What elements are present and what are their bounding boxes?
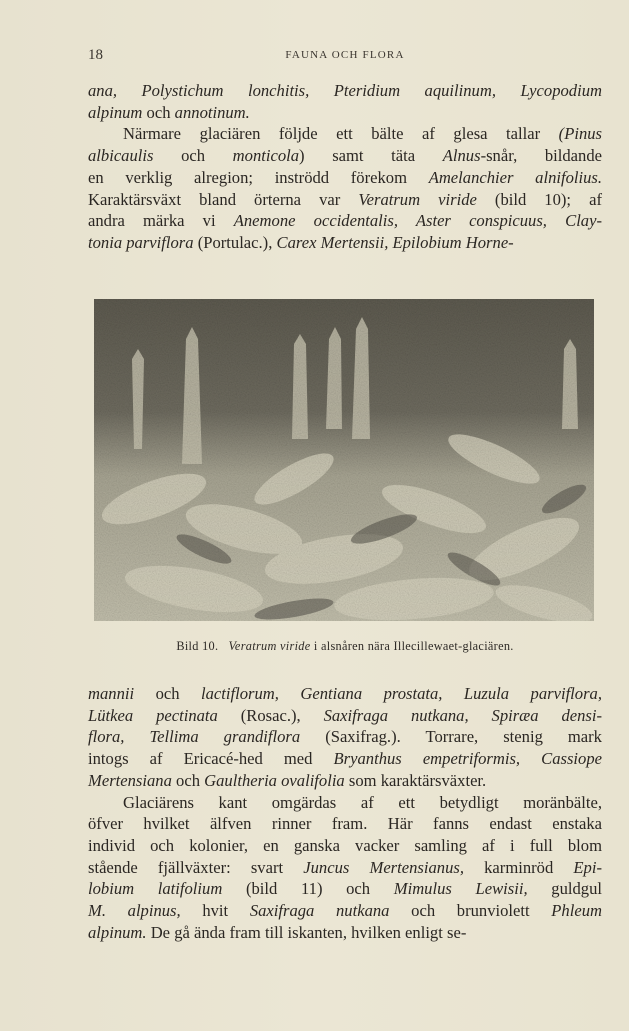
text-run: Glaciärens kant omgärdas af ett betydligt moränbälte, xyxy=(123,792,602,812)
text-line xyxy=(88,683,602,705)
italic-species-name: Epi- xyxy=(573,857,602,877)
italic-species-name: lactiflorum, Gentiana prostata, Luzula parviflora, xyxy=(201,684,602,703)
text-run: Karaktärsväxt bland örterna var xyxy=(88,189,359,209)
italic-species-name: Alnus xyxy=(442,146,481,166)
text-run: som karaktärsväxter. xyxy=(344,770,487,790)
text-line xyxy=(88,813,602,835)
italic-species-name: Lütkea pectinata xyxy=(88,705,218,725)
text-line xyxy=(88,232,602,254)
italic-species-name: (Pinus xyxy=(558,124,602,144)
text-line xyxy=(88,726,602,748)
text-run: (bild 11) och xyxy=(222,879,394,899)
italic-species-name: albicaulis xyxy=(88,146,154,166)
italic-species-name: alpinum. xyxy=(88,922,147,942)
text-line xyxy=(88,167,602,189)
italic-species-name: Mimulus Lewisii, xyxy=(393,879,528,899)
text-run: -snår, bildande xyxy=(480,146,602,166)
text-run: (Saxifrag.). Torrare, stenig mark xyxy=(300,727,602,747)
italic-species-name: monticola xyxy=(232,146,300,166)
text-line xyxy=(88,922,602,944)
page-number: 18 xyxy=(88,47,103,63)
text-run: guldgul xyxy=(527,879,602,899)
text-run: en verklig alregion; inströdd förekom xyxy=(88,167,429,187)
text-run: och brunviolett xyxy=(389,901,552,921)
italic-species-name: Anemone occidentalis, Aster conspicuus, Clay- xyxy=(233,211,602,231)
italic-species-name: mannii xyxy=(88,684,135,703)
text-line xyxy=(88,123,602,145)
italic-species-name: lobium latifolium xyxy=(88,879,223,899)
text-run: stående fjällväxter: svart xyxy=(88,857,304,877)
italic-species-name: Veratrum viride xyxy=(358,189,477,209)
italic-species-name: Saxifraga nutkana, Spiræa densi- xyxy=(323,705,603,725)
text-run: Närmare glaciären följde ett bälte af glesa tallar xyxy=(123,124,559,144)
italic-species-name: Saxifraga nutkana xyxy=(249,901,390,921)
italic-species-name: Gaultheria ovalifolia xyxy=(204,770,345,790)
text-line xyxy=(88,792,602,814)
text-run: och xyxy=(153,146,233,166)
text-line xyxy=(88,705,602,727)
text-line xyxy=(88,145,602,167)
figure-photo xyxy=(94,299,594,621)
italic-species-name: flora, Tellima grandiflora xyxy=(88,727,301,747)
paragraph-block-bottom xyxy=(88,683,602,943)
text-line xyxy=(88,102,602,124)
text-run: hvit xyxy=(180,901,250,921)
text-line xyxy=(88,748,602,770)
text-line xyxy=(88,210,602,232)
text-run: (bild 10); af xyxy=(476,189,602,209)
italic-species-name: Carex Mertensii, Epilobium Horne- xyxy=(276,232,514,252)
text-run: karminröd xyxy=(463,857,574,877)
caption-species: Veratrum viride xyxy=(228,639,311,653)
italic-species-name: Bryanthus empetriformis, Cassiope xyxy=(333,749,602,769)
caption-label: Bild 10. xyxy=(176,639,219,653)
text-run: och xyxy=(142,102,175,122)
text-run: öfver hvilket älfven rinner fram. Här fanns endast enstaka xyxy=(88,814,602,834)
text-line xyxy=(88,189,602,211)
text-line xyxy=(88,770,602,792)
page-header xyxy=(88,47,602,65)
italic-species-name: tonia parviflora xyxy=(88,232,194,252)
running-title: FAUNA OCH FLORA xyxy=(285,49,405,61)
text-line xyxy=(88,835,602,857)
text-line xyxy=(88,878,602,900)
italic-species-name: alpinum xyxy=(88,102,143,122)
text-line xyxy=(88,857,602,879)
italic-species-name: annotinum. xyxy=(174,102,250,122)
text-line xyxy=(88,80,602,102)
italic-species-name: ana, Polystichum lonchitis, Pteridium aquilinum, Lycopodium xyxy=(88,81,602,100)
italic-species-name: Juncus Mertensianus, xyxy=(303,857,464,877)
italic-species-name: Amelanchier alnifolius. xyxy=(428,167,603,187)
italic-species-name: M. alpinus, xyxy=(88,901,181,921)
text-run: (Portulac.), xyxy=(193,232,277,252)
text-run: ) samt täta xyxy=(299,146,443,166)
text-run: intogs af Ericacé-hed med xyxy=(88,749,334,769)
text-run: och xyxy=(171,770,205,790)
text-run: andra märka vi xyxy=(88,211,234,231)
text-line xyxy=(88,900,602,922)
figure-caption xyxy=(88,639,602,654)
caption-text: i alsnåren nära Illecillewaet-glaciären. xyxy=(310,639,514,653)
italic-species-name: Mertensiana xyxy=(88,770,172,790)
text-run: De gå ända fram till iskanten, hvilken enligt se- xyxy=(146,922,467,942)
text-run: (Rosac.), xyxy=(217,705,324,725)
text-run: individ och kolonier, en ganska vacker samling af i full blom xyxy=(88,835,602,855)
veratrum-photo-image xyxy=(94,299,594,621)
text-run: och xyxy=(134,684,201,703)
italic-species-name: Phleum xyxy=(551,901,602,921)
paragraph-block-top xyxy=(88,80,602,254)
